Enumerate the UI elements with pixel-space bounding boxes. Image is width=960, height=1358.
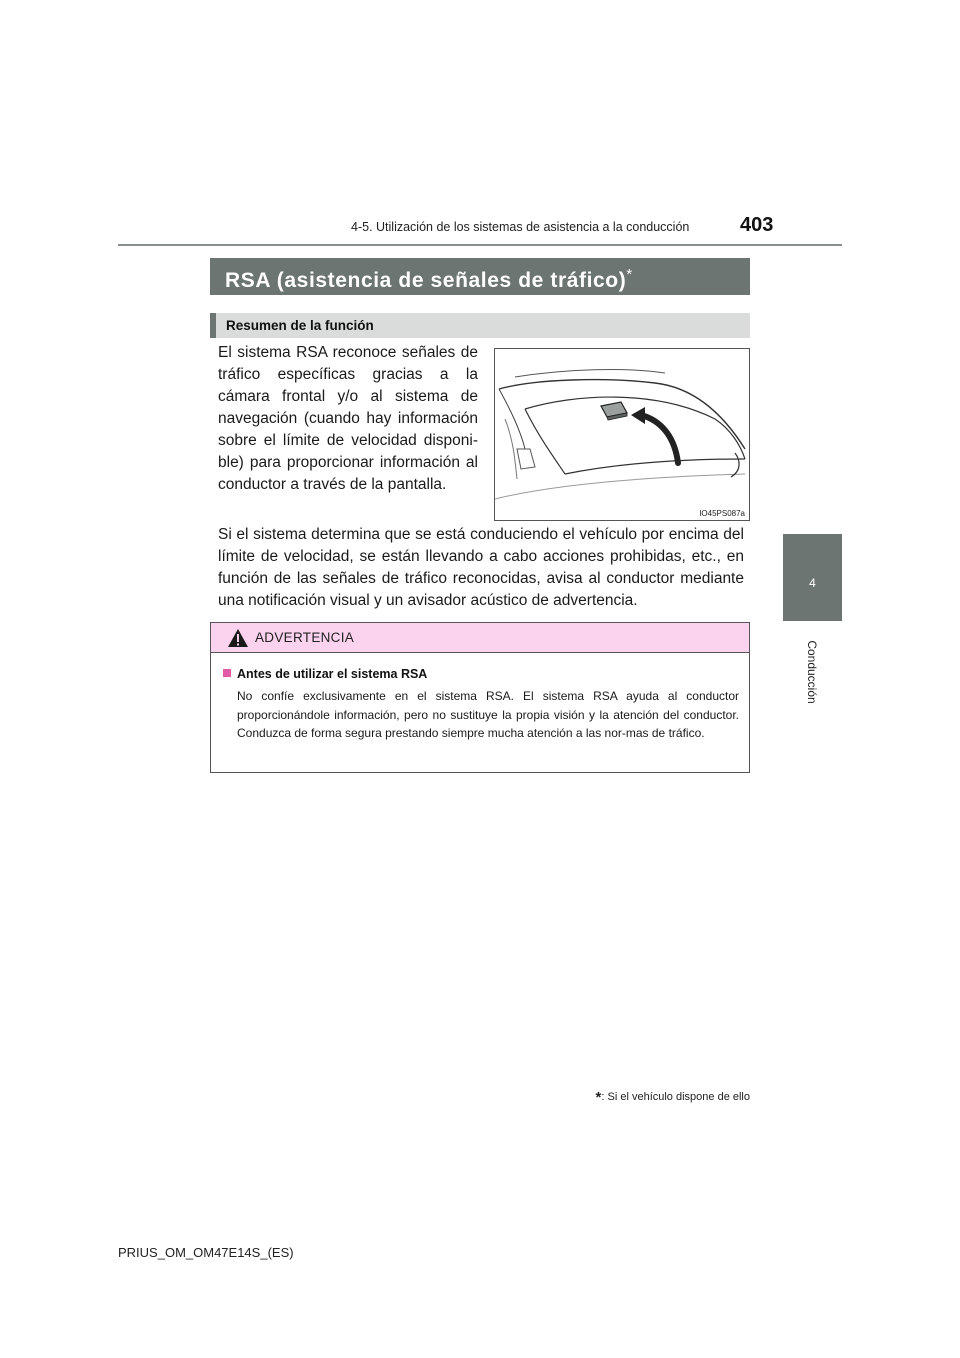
warning-bullet-square [223, 669, 231, 677]
section-title-bar [210, 258, 750, 295]
section-title-mark: * [626, 266, 633, 283]
section-title [225, 266, 633, 293]
body-paragraph-2: Si el sistema determina que se está conduciendo el vehículo por encima del límite de velocidad, se están llevando a cabo acciones prohibidas, etc., en función de las señales de tráfico reconocidas, avisa al conductor mediante una notificación visual y un avisador acústico de advertencia. [218, 526, 744, 609]
warning-text: No confíe exclusivamente en el sistema RSA. El sistema RSA ayuda al conductor proporcionándole información, pero no sustituye la propia visión y la atención del conductor. Conduzca de forma segura prestando siempre mucha atención a las nor-mas de tráfico. [237, 689, 739, 740]
footnote [576, 1089, 750, 1106]
warning-heading-text: Antes de utilizar el sistema RSA [237, 667, 428, 681]
chapter-tab-number: 4 [809, 576, 816, 590]
warning-title: ADVERTENCIA [255, 630, 355, 645]
chapter-tab-label: Conducción [805, 640, 819, 704]
warning-box [210, 622, 750, 773]
warning-header [211, 623, 749, 653]
subsection-bar [210, 313, 750, 338]
body-paragraph-1: El sistema RSA reconoce señales de tráfico específicas gracias a la cámara frontal y/o al sistema de navegación (cuando hay información sobre el límite de velocidad disponi-ble) para proporcionar información al conductor a través de la pantalla. [218, 344, 478, 493]
figure-windshield [494, 348, 750, 521]
footnote-text: : Si el vehículo dispone de ello [601, 1091, 750, 1103]
document-code: PRIUS_OM_OM47E14S_(ES) [118, 1245, 294, 1260]
figure-code: IO45PS087a [699, 509, 745, 518]
section-title-text: RSA (asistencia de señales de tráfico) [225, 269, 627, 292]
page-number: 403 [740, 214, 774, 236]
subsection-title: Resumen de la función [226, 318, 374, 333]
running-header: 4-5. Utilización de los sistemas de asistencia a la conducción [351, 220, 690, 234]
header-divider [118, 244, 842, 246]
warning-triangle-icon [227, 628, 249, 648]
warning-heading [223, 667, 427, 681]
windshield-camera-illustration [495, 349, 750, 521]
footnote-mark: * [595, 1089, 602, 1106]
